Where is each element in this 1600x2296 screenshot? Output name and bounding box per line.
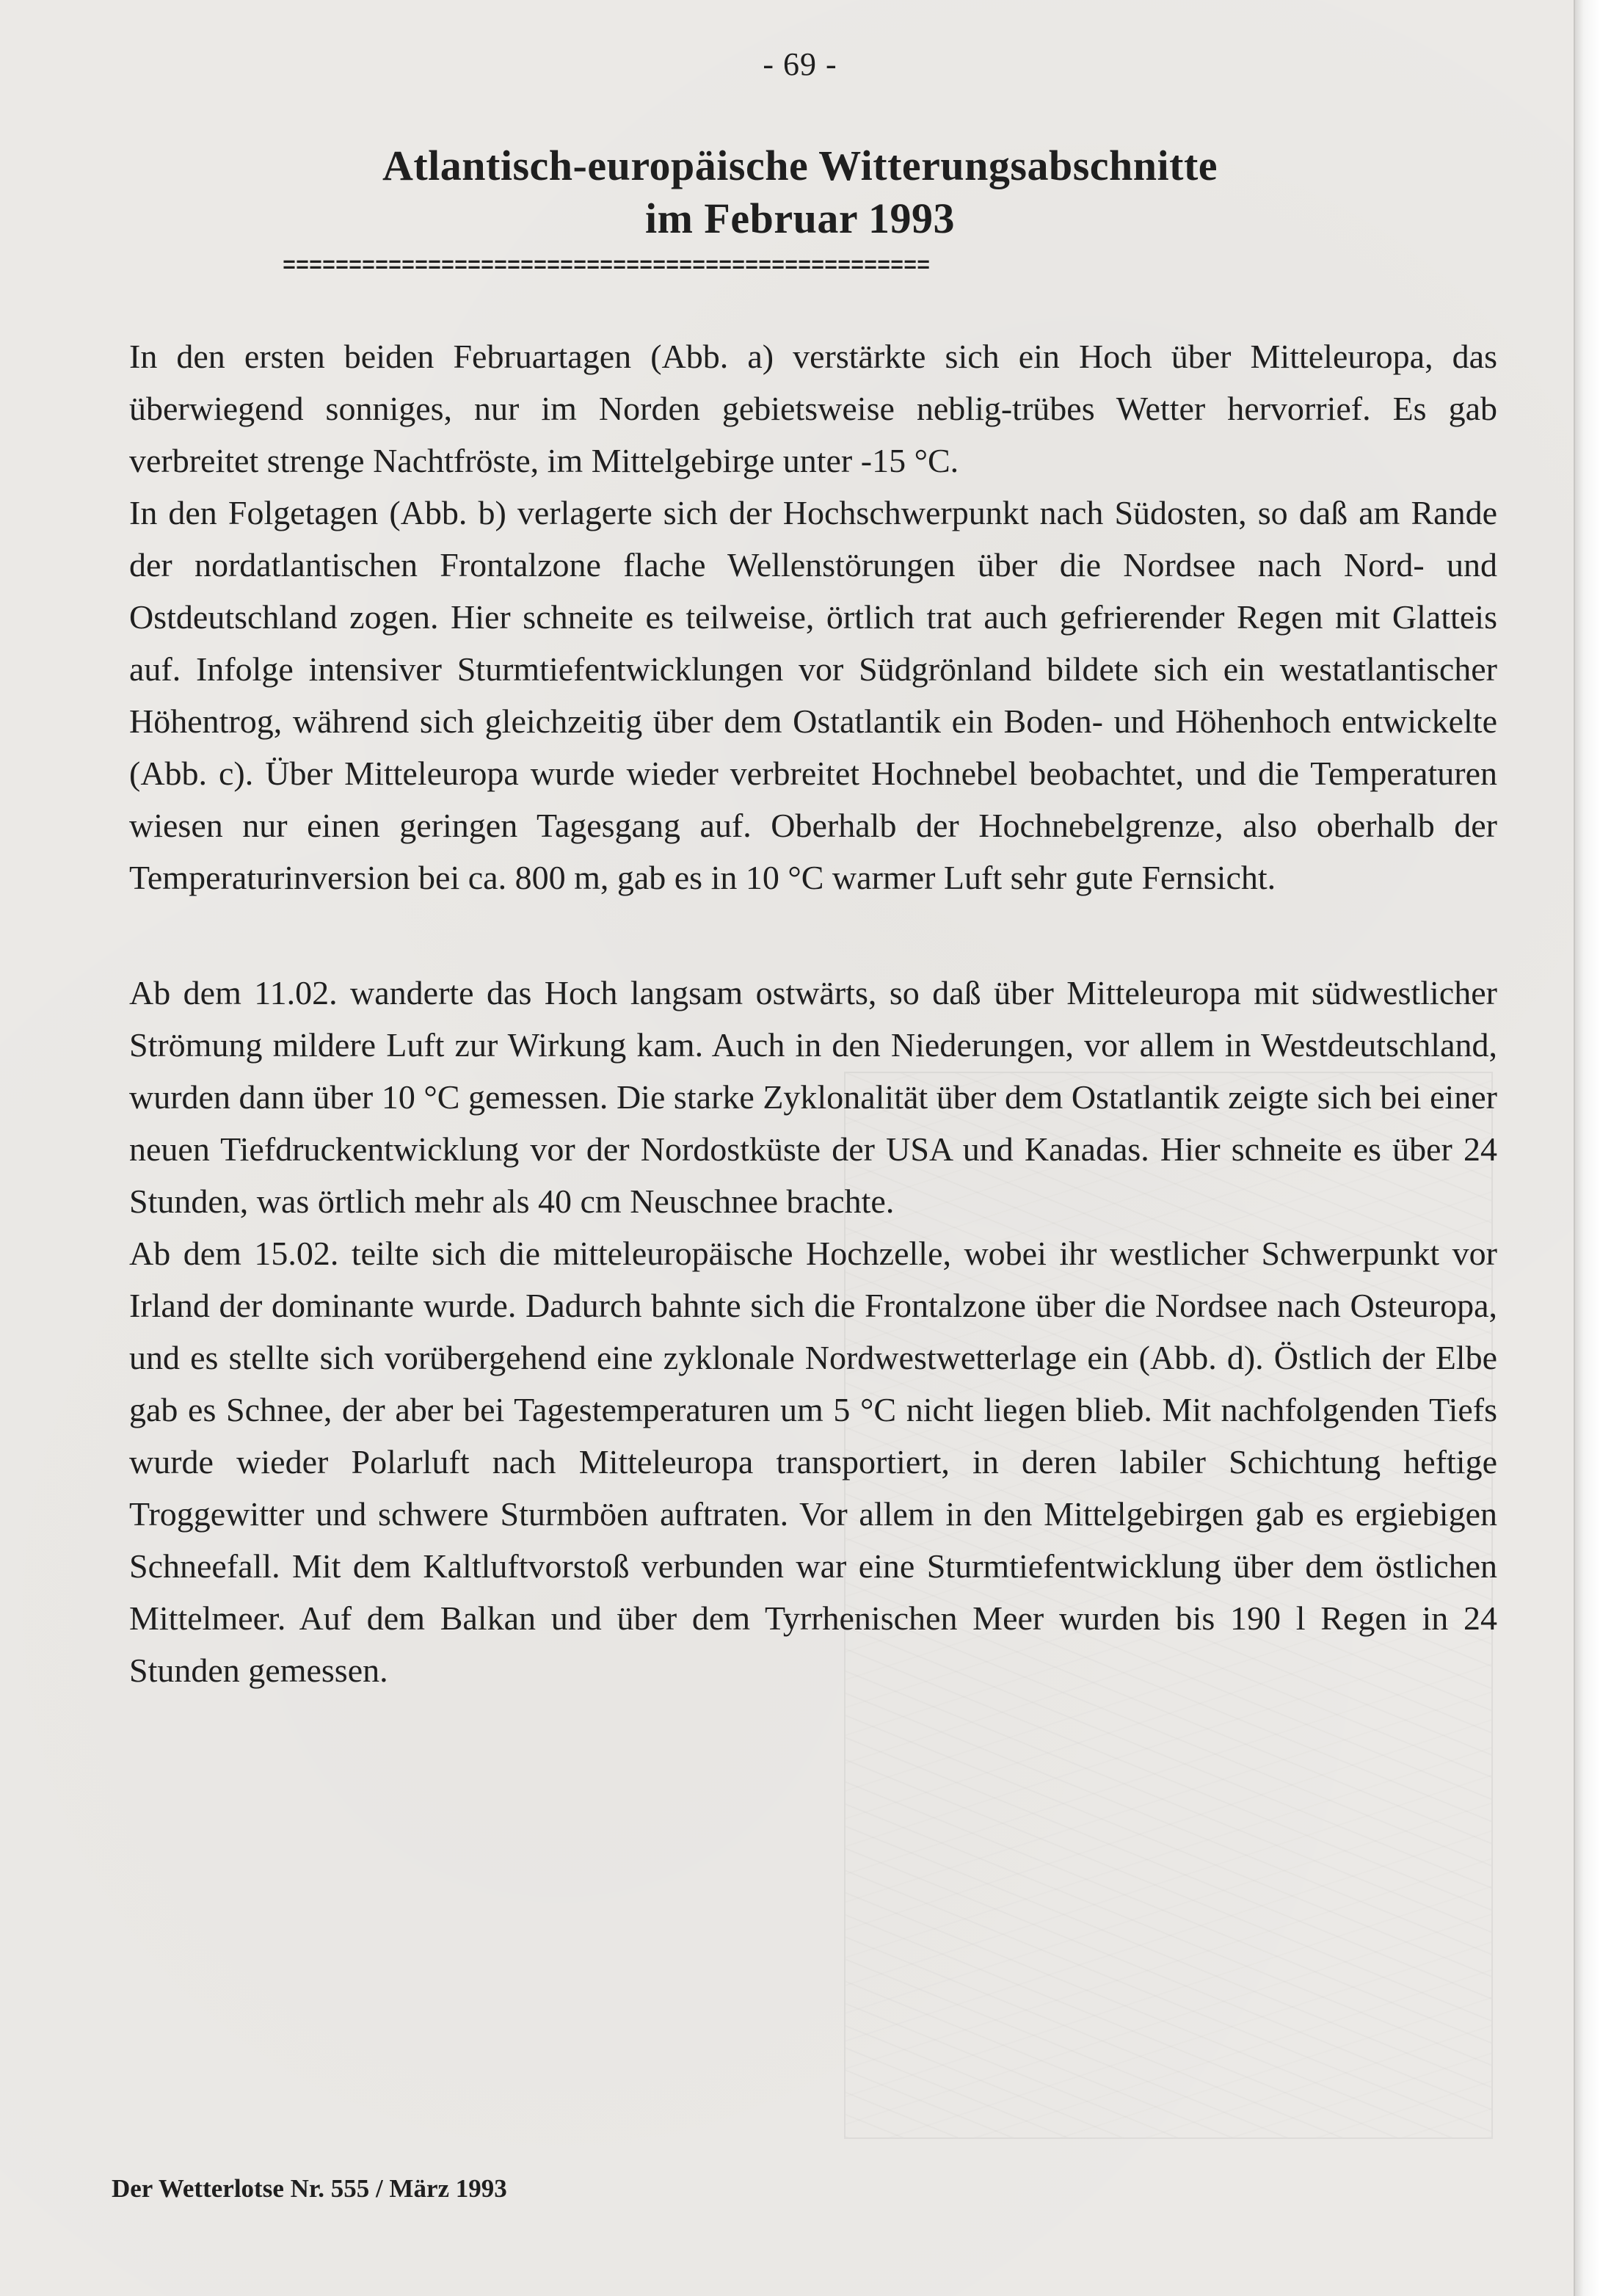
paragraph-1: In den ersten beiden Februartagen (Abb. a) verstärkte sich ein Hoch über Mitteleuropa, das überwiegend sonniges, nur im Norden gebietsweise neblig-trübes Wetter hervorrief. Es gab verbreitet strenge Nachtfröste, im Mittelgebirge unter -15 °C.	[129, 338, 1497, 479]
page-title-line-1: Atlantisch-europäische Witterungsabschnitte	[382, 142, 1218, 189]
paragraph-gap	[129, 904, 1497, 967]
paragraph-4: Ab dem 15.02. teilte sich die mitteleuropäische Hochzelle, wobei ihr westlicher Schwerpunkt vor Irland der dominante wurde. Dadurch bahnte sich die Frontalzone über die Nordsee nach Osteuropa, und es stellte sich vorübergehend eine zyklonale Nordwestwetterlage ein (Abb. d). Östlich der Elbe gab es Schnee, der aber bei Tagestemperaturen um 5 °C nicht liegen blieb. Mit nachfolgenden Tiefs wurde wieder Polarluft nach Mitteleuropa transportiert, in deren labiler Schichtung heftige Troggewitter und schwere Sturmböen auftraten. Vor allem in den Mittelgebirgen gab es ergiebigen Schneefall. Mit dem Kaltluftvorstoß verbunden war eine Sturmtiefentwicklung über dem östlichen Mittelmeer. Auf dem Balkan und über dem Tyrrhenischen Meer wurden bis 190 l Regen in 24 Stunden gemessen.	[129, 1235, 1497, 1689]
title-underline-rule: =================================================	[283, 254, 931, 279]
page-number: - 69 -	[763, 46, 837, 82]
page-title-line-2: im Februar 1993	[644, 195, 956, 242]
paragraph-2: In den Folgetagen (Abb. b) verlagerte sich der Hochschwerpunkt nach Südosten, so daß am Rande der nordatlantischen Frontalzone flache Wellenstörungen über die Nordsee nach Nord- und Ostdeutschland zogen. Hier schneite es teilweise, örtlich trat auch gefrierender Regen mit Glatteis auf. Infolge intensiver Sturmtiefentwicklungen vor Südgrönland bildete sich ein westatlantischer Höhentrog, während sich gleichzeitig über dem Ostatlantik ein Boden- und Höhenhoch entwickelte (Abb. c). Über Mitteleuropa wurde wieder verbreitet Hochnebel beobachtet, und die Temperaturen wiesen nur einen geringen Tagesgang auf. Oberhalb der Hochnebelgrenze, also oberhalb der Temperaturinversion bei ca. 800 m, gab es in 10 °C warmer Luft sehr gute Fernsicht.	[129, 494, 1497, 896]
footer-source: Der Wetterlotse Nr. 555 / März 1993	[112, 2174, 507, 2203]
title-block	[0, 139, 1600, 279]
paragraph-3: Ab dem 11.02. wanderte das Hoch langsam ostwärts, so daß über Mitteleuropa mit südwestlicher Strömung mildere Luft zur Wirkung kam. Auch in den Niederungen, vor allem in Westdeutschland, wurden dann über 10 °C gemessen. Die starke Zyklonalität über dem Ostatlantik zeigte sich bei einer neuen Tiefdruckentwicklung vor der Nordostküste der USA und Kanadas. Hier schneite es über 24 Stunden, was örtlich mehr als 40 cm Neuschnee brachte.	[129, 974, 1497, 1220]
article-body	[129, 330, 1497, 1696]
page-edge-strip	[1574, 0, 1600, 2296]
